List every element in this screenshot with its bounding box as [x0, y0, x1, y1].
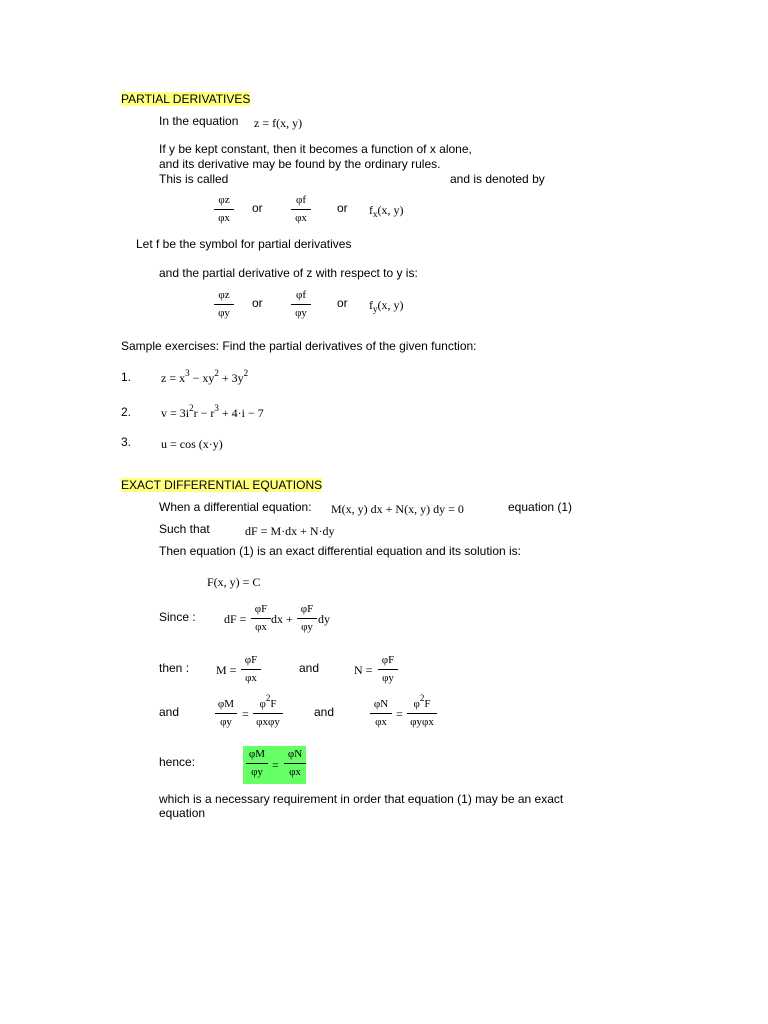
line-denoted: and is denoted by — [450, 172, 545, 186]
and-label: and — [299, 661, 320, 675]
or-label: or — [252, 296, 263, 310]
fraction-dz-dx — [214, 194, 234, 225]
fraction-n — [378, 654, 398, 685]
and-label: and — [314, 705, 335, 719]
and-label: and — [159, 705, 180, 719]
fraction-denominator: φy — [218, 307, 230, 319]
ex2-exponent: 2 — [189, 403, 194, 413]
ex2-part: v = 3i — [161, 406, 190, 420]
then-label: then : — [159, 661, 190, 675]
section-heading-partial-derivatives: PARTIAL DERIVATIVES — [121, 92, 251, 106]
hence-label: hence: — [159, 755, 196, 769]
fraction-numerator: φz — [218, 289, 230, 301]
fraction-denominator: φx — [375, 716, 387, 728]
fraction-denominator: φx — [295, 212, 307, 224]
fraction-df-dx — [291, 194, 311, 225]
ex2-part: r − r — [193, 406, 215, 420]
fraction-numerator: φN — [287, 748, 303, 760]
since-dy: dy — [318, 612, 330, 626]
fraction-numerator: φM — [217, 698, 235, 710]
equation-1-label: equation (1) — [508, 500, 573, 514]
fraction-numerator — [253, 693, 283, 711]
line-if-y: If y be kept constant, then it becomes a function of x alone, — [159, 142, 472, 156]
fraction-bar — [297, 618, 317, 619]
or-label: or — [337, 296, 348, 310]
fraction-bar — [284, 763, 306, 764]
since-lhs: dF = — [224, 612, 247, 626]
fraction-bar — [241, 669, 261, 670]
fraction-bar — [214, 304, 234, 305]
fraction-bar — [214, 209, 234, 210]
fraction-denominator: φxφy — [256, 716, 280, 728]
fraction-denominator: φx — [255, 621, 267, 633]
fraction-denominator: φy — [382, 672, 394, 684]
such-that-equation: dF = M·dx + N·dy — [245, 524, 335, 538]
conclusion-line-1: which is a necessary requirement in order that equation (1) may be an exact — [159, 792, 564, 806]
ex1-exponent: 2 — [214, 368, 219, 378]
fraction-denominator: φy — [295, 307, 307, 319]
since-dx: dx + — [271, 612, 293, 626]
when-label: When a differential equation: — [159, 500, 312, 514]
then-line: Then equation (1) is an exact differential equation and its solution is: — [159, 544, 522, 558]
or-label: or — [337, 201, 348, 215]
fraction-numerator: φF — [300, 603, 314, 615]
f-args: (x, y) — [377, 298, 404, 312]
fx-notation — [369, 203, 404, 217]
equation-z: z = f(x, y) — [254, 116, 303, 130]
fraction-numerator — [407, 693, 437, 711]
fraction-numerator: φz — [218, 194, 230, 206]
num-part: φ — [259, 698, 266, 710]
fraction-d2F-dxdy — [253, 693, 283, 729]
fraction-bar — [246, 763, 268, 764]
fraction-numerator: φF — [254, 603, 268, 615]
ex2-part: + 4·i − 7 — [218, 406, 264, 420]
line-derivative: and its derivative may be found by the ordinary rules. — [159, 157, 441, 171]
line-called: This is called — [159, 172, 229, 186]
fraction-denominator: φy — [220, 716, 232, 728]
fraction-bar — [215, 713, 237, 714]
fraction-dF-dx — [251, 603, 271, 634]
fraction-bar — [370, 713, 392, 714]
in-equation-label: In the equation — [159, 114, 239, 128]
fraction-denominator: φx — [218, 212, 230, 224]
exercise-3-expression: u = cos (x·y) — [161, 437, 223, 451]
fraction-dF-dy — [297, 603, 317, 634]
equals-sign: = — [396, 707, 403, 721]
fraction-numerator: φM — [248, 748, 266, 760]
ex1-part: − xy — [189, 371, 215, 385]
fraction-d2F-dydx — [407, 693, 437, 729]
partial-y-line: and the partial derivative of z with respect to y is: — [159, 266, 418, 280]
f-subscript: y — [373, 304, 378, 314]
conclusion-line-2: equation — [159, 806, 206, 820]
such-that-label: Such that — [159, 522, 210, 536]
fraction-dz-dy — [214, 289, 234, 320]
num-part: F — [424, 698, 431, 710]
exercise-2-expression — [161, 403, 264, 420]
fraction-numerator: φf — [295, 194, 306, 206]
fraction-denominator: φx — [245, 672, 257, 684]
exercise-number: 1. — [121, 370, 132, 384]
since-label: Since : — [159, 610, 196, 624]
n-lhs: N = — [354, 663, 373, 677]
f-subscript: x — [373, 209, 378, 219]
fraction-bar — [251, 618, 271, 619]
f-symbol: f — [369, 298, 373, 312]
fraction-denominator: φy — [251, 766, 263, 778]
fraction-numerator: φF — [381, 654, 395, 666]
equals-sign: = — [272, 758, 279, 772]
fraction-dN-dx — [370, 698, 392, 729]
or-label: or — [252, 201, 263, 215]
exercise-number: 3. — [121, 435, 132, 449]
exercise-number: 2. — [121, 405, 132, 419]
fraction-denominator: φyφx — [410, 716, 434, 728]
ex1-exponent: 2 — [243, 368, 249, 378]
fy-notation — [369, 298, 404, 312]
fraction-denominator: φy — [301, 621, 313, 633]
num-part: F — [270, 698, 277, 710]
fraction-dM-dy-hence — [246, 748, 268, 779]
fraction-dN-dx-hence — [284, 748, 306, 779]
f-args: (x, y) — [377, 203, 404, 217]
fraction-numerator: φN — [373, 698, 389, 710]
fraction-denominator: φx — [289, 766, 301, 778]
let-f-line: Let f be the symbol for partial derivatives — [136, 237, 352, 251]
when-equation: M(x, y) dx + N(x, y) dy = 0 — [331, 502, 464, 516]
fraction-numerator: φf — [295, 289, 306, 301]
fraction-bar — [291, 209, 311, 210]
fraction-numerator: φF — [244, 654, 258, 666]
exercise-1-expression — [161, 368, 249, 385]
ex1-exponent: 3 — [185, 368, 190, 378]
fraction-m — [241, 654, 261, 685]
fraction-dM-dy — [215, 698, 237, 729]
num-exponent: 2 — [265, 693, 271, 703]
ex1-part: + 3y — [218, 371, 244, 385]
m-lhs: M = — [216, 663, 237, 677]
fraction-bar — [378, 669, 398, 670]
num-part: φ — [413, 698, 420, 710]
solution-equation: F(x, y) = C — [207, 575, 261, 589]
fraction-bar — [253, 713, 283, 714]
section-heading-exact-differential: EXACT DIFFERENTIAL EQUATIONS — [121, 478, 323, 492]
equals-sign: = — [242, 707, 249, 721]
fraction-df-dy — [291, 289, 311, 320]
sample-exercises-intro: Sample exercises: Find the partial derivatives of the given function: — [121, 339, 477, 353]
fraction-bar — [291, 304, 311, 305]
fraction-bar — [407, 713, 437, 714]
num-exponent: 2 — [419, 693, 425, 703]
f-symbol: f — [369, 203, 373, 217]
ex1-part: z = x — [161, 371, 186, 385]
ex2-exponent: 3 — [214, 403, 219, 413]
